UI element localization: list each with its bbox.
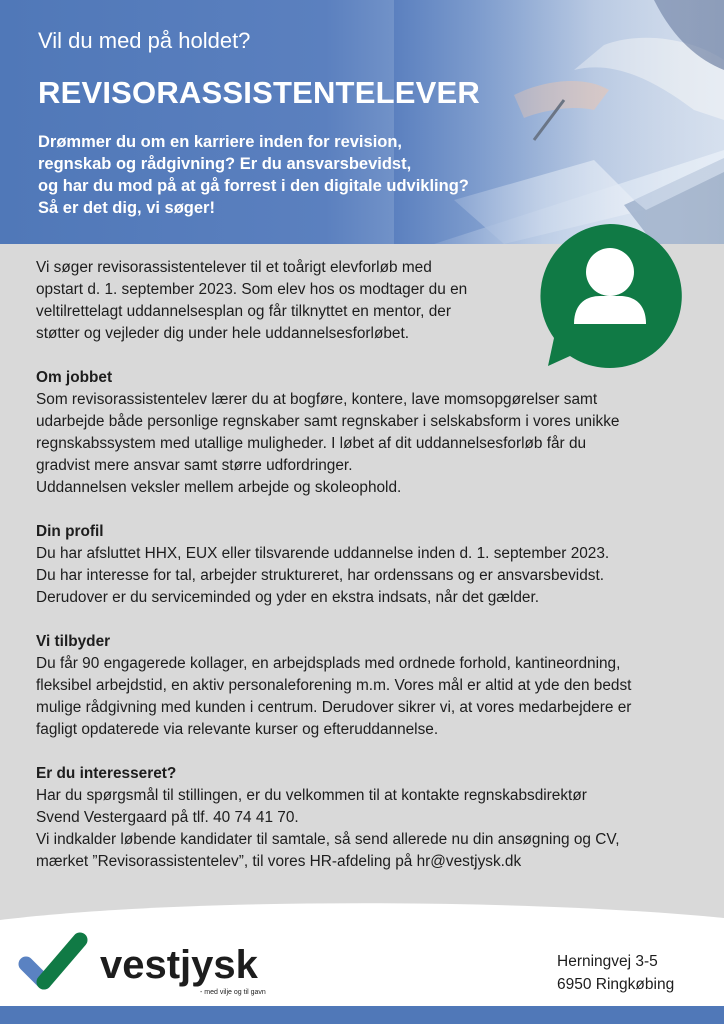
checkmark-logo-icon <box>18 928 288 998</box>
intro-line: og har du mod på at gå forrest i den digitale udvikling? <box>38 177 469 195</box>
vestjysk-logo <box>18 928 288 998</box>
text-line: Som revisorassistentelev lærer du at bogføre, kontere, lave momsopgørelser samt <box>36 391 598 408</box>
text-line: gradvist mere ansvar samt større udfordringer. <box>36 457 353 474</box>
text-line: udarbejde både personlige regnskaber samt regnskaber i selskabsform i vores unikke <box>36 413 620 430</box>
section-er-du-interesseret <box>36 763 686 829</box>
address-street: Herningvej 3-5 <box>557 953 658 970</box>
section-vi-tilbyder <box>36 631 686 741</box>
section-title: Om jobbet <box>36 369 113 386</box>
intro-line: Drømmer du om en karriere inden for revision, <box>38 133 403 151</box>
text-line: opstart d. 1. september 2023. Som elev hos os modtager du en <box>36 281 468 298</box>
section-din-profil <box>36 521 686 609</box>
text-line: fleksibel arbejdstid, en aktiv personaleforening m.m. Vores mål er altid at yde den bedst <box>36 677 632 694</box>
page-title: REVISORASSISTENTELEVER <box>38 75 480 110</box>
text-line: fagligt opdaterede via relevante kurser og efteruddannelse. <box>36 721 439 738</box>
section-title: Vi tilbyder <box>36 633 111 650</box>
text-line: mulige rådgivning med kunden i centrum. Derudover sikrer vi, at vores medarbejdere er <box>36 699 632 716</box>
intro-line: regnskab og rådgivning? Er du ansvarsbevidst, <box>38 155 412 173</box>
address-city: 6950 Ringkøbing <box>557 976 675 993</box>
company-address <box>557 950 674 996</box>
text-line: Derudover er du serviceminded og yder en ekstra indsats, når det gælder. <box>36 589 540 606</box>
section-om-jobbet <box>36 367 686 499</box>
text-line: mærket ”Revisorassistentelev”, til vores HR-afdeling på hr@vestjysk.dk <box>36 853 522 870</box>
text-line: Du får 90 engagerede kollager, en arbejdsplads med ordnede forhold, kantineordning, <box>36 655 621 672</box>
lead-paragraph <box>36 257 686 345</box>
logo-wordmark: vestjysk <box>100 943 258 987</box>
section-title: Din profil <box>36 523 104 540</box>
kicker: Vil du med på holdet? <box>38 28 251 53</box>
text-line: Vi indkalder løbende kandidater til samtale, så send allerede nu din ansøgning og CV, <box>36 831 620 848</box>
job-description <box>36 257 686 873</box>
text-line: Du har interesse for tal, arbejder struktureret, har ordenssans og er ansvarsbevidst. <box>36 567 605 584</box>
text-line: veltilrettelagt uddannelsesplan og får tilknyttet en mentor, der <box>36 303 451 320</box>
text-line: støtter og vejleder dig under hele uddannelsesforløbet. <box>36 325 410 342</box>
text-line: Vi søger revisorassistentelever til et toårigt elevforløb med <box>36 259 432 276</box>
closing-paragraph <box>36 829 686 873</box>
intro-text <box>38 131 508 219</box>
section-title: Er du interesseret? <box>36 765 177 782</box>
hero-banner <box>0 0 724 244</box>
text-line: Har du spørgsmål til stillingen, er du velkommen til at kontakte regnskabsdirektør <box>36 787 587 804</box>
text-line: Du har afsluttet HHX, EUX eller tilsvarende uddannelse inden d. 1. september 2023. <box>36 545 610 562</box>
intro-line: Så er det dig, vi søger! <box>38 199 215 217</box>
text-line: Svend Vestergaard på tlf. 40 74 41 70. <box>36 809 299 826</box>
text-line: Uddannelsen veksler mellem arbejde og skoleophold. <box>36 479 402 496</box>
logo-tagline: - med vilje og til gavn <box>200 989 266 996</box>
text-line: regnskabssystem med utallige muligheder. I løbet af dit uddannelsesforløb får du <box>36 435 587 452</box>
bottom-bar <box>0 1006 724 1024</box>
